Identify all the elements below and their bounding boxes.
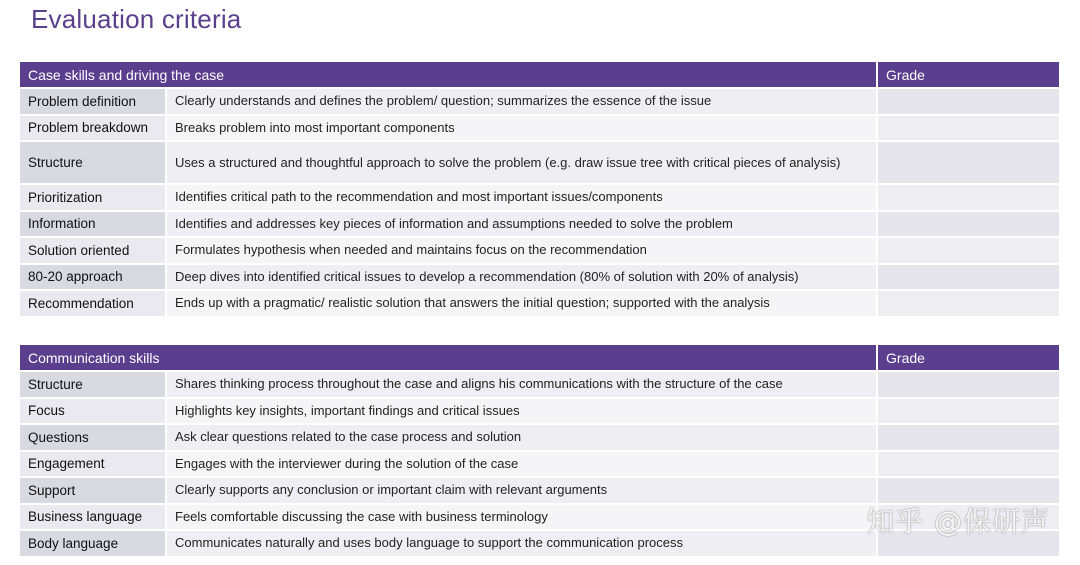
grade-cell [876, 291, 1059, 318]
table-row [20, 452, 1059, 479]
criterion-cell: Engagement [20, 452, 165, 479]
criterion-cell: Problem definition [20, 89, 165, 116]
grade-cell [876, 116, 1059, 143]
description-cell: Identifies and addresses key pieces of information and assumptions needed to solve the problem [165, 212, 876, 239]
table-row [20, 116, 1059, 143]
grade-cell [876, 372, 1059, 399]
description-cell: Highlights key insights, important findings and critical issues [165, 399, 876, 426]
description-cell: Clearly understands and defines the problem/ question; summarizes the essence of the issue [165, 89, 876, 116]
table-row [20, 212, 1059, 239]
criterion-cell: 80-20 approach [20, 265, 165, 292]
criterion-cell: Focus [20, 399, 165, 426]
description-cell: Clearly supports any conclusion or important claim with relevant arguments [165, 478, 876, 505]
case-skills-table [20, 62, 1059, 318]
grade-column-header: Grade [876, 62, 1059, 89]
watermark: 知乎 @保研声 [866, 505, 1050, 538]
criterion-cell: Questions [20, 425, 165, 452]
description-cell: Ends up with a pragmatic/ realistic solution that answers the initial question; supported with the analysis [165, 291, 876, 318]
grade-cell [876, 399, 1059, 426]
table-row [20, 425, 1059, 452]
criterion-cell: Support [20, 478, 165, 505]
criterion-cell: Solution oriented [20, 238, 165, 265]
criterion-cell: Business language [20, 505, 165, 532]
table-header-row [20, 345, 1059, 372]
criterion-cell: Problem breakdown [20, 116, 165, 143]
description-cell: Formulates hypothesis when needed and maintains focus on the recommendation [165, 238, 876, 265]
table-row [20, 265, 1059, 292]
table-row [20, 238, 1059, 265]
criterion-cell: Recommendation [20, 291, 165, 318]
criterion-cell: Structure [20, 142, 165, 185]
table-row [20, 142, 1059, 185]
grade-cell [876, 212, 1059, 239]
criterion-cell: Prioritization [20, 185, 165, 212]
description-cell: Ask clear questions related to the case process and solution [165, 425, 876, 452]
criterion-cell: Structure [20, 372, 165, 399]
description-cell: Breaks problem into most important components [165, 116, 876, 143]
grade-cell [876, 238, 1059, 265]
description-cell: Identifies critical path to the recommendation and most important issues/components [165, 185, 876, 212]
table-header-row [20, 62, 1059, 89]
table-row [20, 291, 1059, 318]
section-heading: Communication skills [20, 345, 876, 372]
grade-cell [876, 142, 1059, 185]
section-heading: Case skills and driving the case [20, 62, 876, 89]
criterion-cell: Information [20, 212, 165, 239]
table-row [20, 185, 1059, 212]
description-cell: Feels comfortable discussing the case with business terminology [165, 505, 876, 532]
grade-column-header: Grade [876, 345, 1059, 372]
grade-cell [876, 89, 1059, 116]
grade-cell [876, 185, 1059, 212]
table-row [20, 399, 1059, 426]
table-row [20, 89, 1059, 116]
description-cell: Engages with the interviewer during the solution of the case [165, 452, 876, 479]
description-cell: Deep dives into identified critical issues to develop a recommendation (80% of solution with 20% of analysis) [165, 265, 876, 292]
grade-cell [876, 265, 1059, 292]
grade-cell [876, 425, 1059, 452]
description-cell: Uses a structured and thoughtful approach to solve the problem (e.g. draw issue tree with critical pieces of analysis) [165, 142, 876, 185]
description-cell: Communicates naturally and uses body language to support the communication process [165, 531, 876, 558]
description-cell: Shares thinking process throughout the case and aligns his communications with the structure of the case [165, 372, 876, 399]
grade-cell [876, 452, 1059, 479]
criterion-cell: Body language [20, 531, 165, 558]
page-title: Evaluation criteria [31, 4, 242, 34]
table-row [20, 372, 1059, 399]
